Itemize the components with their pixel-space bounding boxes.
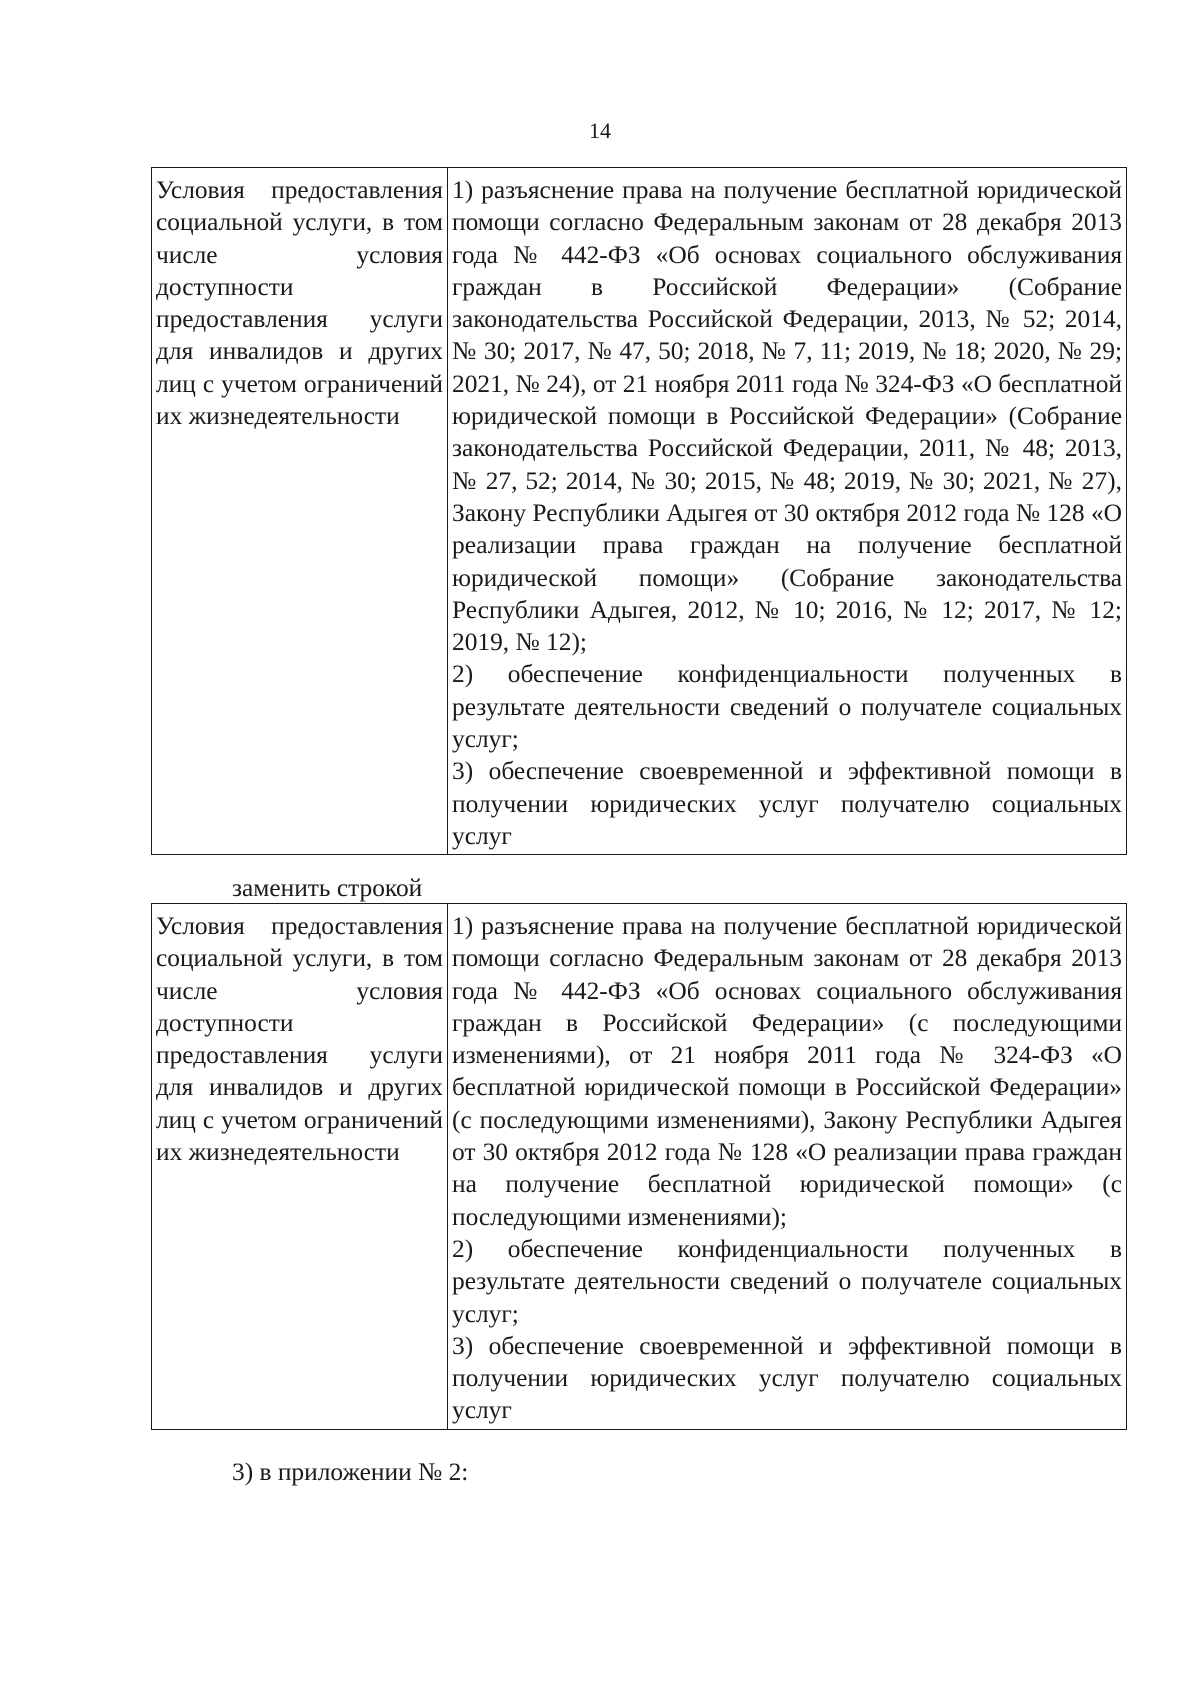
- list-item: 1) разъяснение права на получение бесплатной юридической помощи согласно Федеральным законам от 28 декабря 2013 года № 442-ФЗ «Об основах социального обслуживания граждан в Российской Федерации» (с последующими изменениями), от 21 ноября 2011 года № 324-ФЗ «О бесплатной юридической помощи в Российской Федерации» (с последующими изменениями), Закону Республики Адыгея от 30 октября 2012 года № 128 «О реализации права граждан на получение бесплатной юридической помощи» (с последующими изменениями);: [452, 912, 1122, 1231]
- replacement-row-table: [151, 903, 1127, 1430]
- table-row: [152, 904, 1127, 1430]
- list-item: 1) разъяснение права на получение бесплатной юридической помощи согласно Федеральным законам от 28 декабря 2013 года № 442-ФЗ «Об основах социального обслуживания граждан в Российской Федерации» (Собрание законодательства Российской Федерации, 2013, № 52; 2014, № 30; 2017, № 47, 50; 2018, № 7, 11; 2019, № 18; 2020, № 29; 2021, № 24), от 21 ноября 2011 года № 324-ФЗ «О бесплатной юридической помощи в Российской Федерации» (Собрание законодательства Российской Федерации, 2011, № 48; 2013, № 27, 52; 2014, № 30; 2015, № 48; 2019, № 30; 2021, № 27), Закону Республики Адыгея от 30 октября 2012 года № 128 «О реализации права граждан на получение бесплатной юридической помощи» (Собрание законодательства Республики Адыгея, 2012, № 10; 2016, № 12; 2017, № 12; 2019, № 12);: [452, 176, 1122, 657]
- condition-label-cell: Условия предоставления социальной услуги, в том числе условия доступности предоставления услуги для инвалидов и других лиц с учетом ограничений их жизнедеятельности: [152, 904, 448, 1430]
- original-row-table: [151, 167, 1127, 855]
- list-item: 2) обеспечение конфиденциальности полученных в результате деятельности сведений о получателе социальных услуг;: [452, 660, 1122, 754]
- replace-instruction: заменить строкой: [232, 874, 423, 902]
- list-item: 3) обеспечение своевременной и эффективной помощи в получении юридических услуг получателю социальных услуг: [452, 757, 1122, 850]
- table-row: [152, 168, 1127, 855]
- condition-label-cell: Условия предоставления социальной услуги, в том числе условия доступности предоставления услуги для инвалидов и других лиц с учетом ограничений их жизнедеятельности: [152, 168, 448, 855]
- page-number: 14: [589, 118, 611, 143]
- condition-description-cell: [448, 168, 1127, 855]
- condition-description-cell: [448, 904, 1127, 1430]
- list-item: 2) обеспечение конфиденциальности полученных в результате деятельности сведений о получателе социальных услуг;: [452, 1234, 1122, 1328]
- appendix-heading: 3) в приложении № 2:: [232, 1458, 469, 1486]
- list-item: 3) обеспечение своевременной и эффективной помощи в получении юридических услуг получателю социальных услуг: [452, 1331, 1122, 1425]
